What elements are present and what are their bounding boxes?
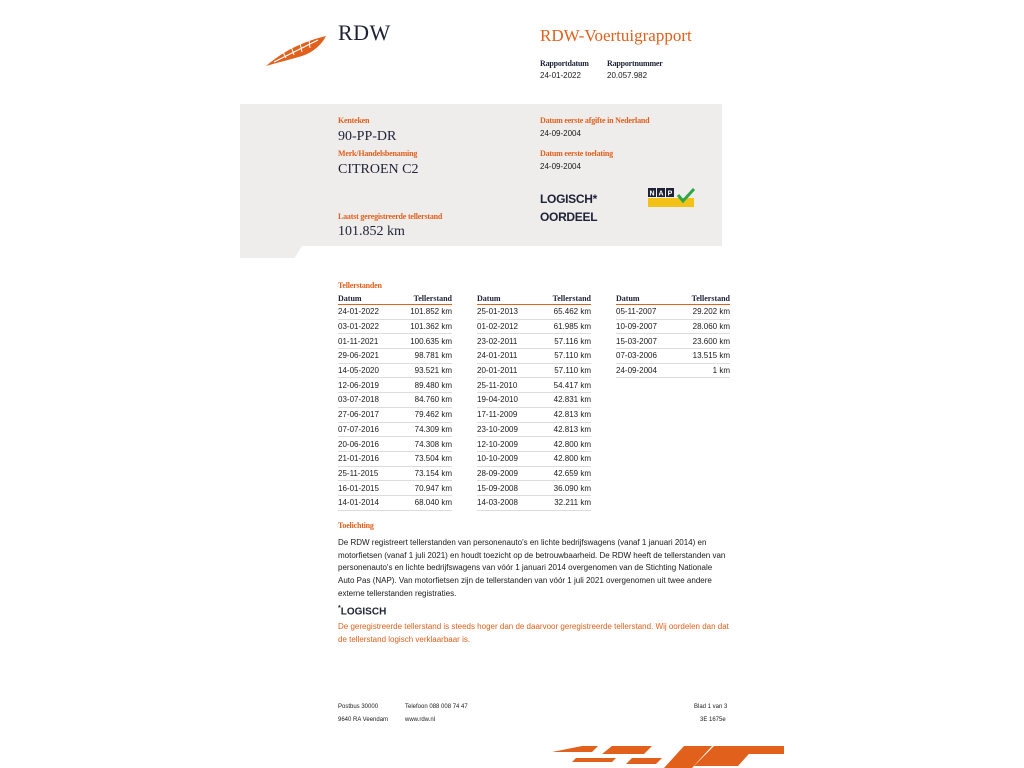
tellerstand-cell: 79.462 km <box>394 407 452 422</box>
tellerstand-cell: 42.800 km <box>536 451 591 466</box>
table-row <box>616 349 730 364</box>
datum-cell: 28-09-2009 <box>477 466 536 481</box>
table-row <box>477 495 591 510</box>
datum-cell: 10-09-2007 <box>616 319 675 334</box>
table-row <box>477 437 591 452</box>
kenteken-label: Kenteken <box>338 116 370 125</box>
kenteken-value: 90-PP-DR <box>338 129 397 144</box>
datum-cell: 03-01-2022 <box>338 319 394 334</box>
panel-tail <box>240 246 302 258</box>
table-row <box>477 466 591 481</box>
table-row <box>338 393 452 408</box>
nap-check-badge-icon <box>648 188 696 208</box>
datum-cell: 24-01-2022 <box>338 305 394 320</box>
toelichting-title: Toelichting <box>338 521 374 530</box>
tellerstand-cell: 70.947 km <box>394 481 452 496</box>
col-tellerstand-header: Tellerstand <box>675 293 730 305</box>
table-row <box>616 319 730 334</box>
tellerstand-cell: 32.211 km <box>536 495 591 510</box>
table-row <box>338 422 452 437</box>
col-tellerstand-header: Tellerstand <box>536 293 591 305</box>
logisch-oordeel-line1: LOGISCH* <box>540 192 597 206</box>
tellerstand-value: 101.852 km <box>338 224 405 239</box>
table-row <box>477 363 591 378</box>
datum-cell: 01-02-2012 <box>477 319 536 334</box>
tellerstanden-table-2 <box>477 293 591 511</box>
logisch-star: * <box>338 605 341 612</box>
table-row <box>477 451 591 466</box>
datum-cell: 23-10-2009 <box>477 422 536 437</box>
tellerstand-cell: 73.504 km <box>394 451 452 466</box>
datum-cell: 23-02-2011 <box>477 334 536 349</box>
datum-cell: 25-11-2010 <box>477 378 536 393</box>
datum-cell: 17-11-2009 <box>477 407 536 422</box>
datum-cell: 14-05-2020 <box>338 363 394 378</box>
col-datum-header: Datum <box>477 293 536 305</box>
table-row <box>338 437 452 452</box>
tellerstand-cell: 57.110 km <box>536 363 591 378</box>
eerste-toelating-label: Datum eerste toelating <box>540 149 613 158</box>
tellerstand-cell: 54.417 km <box>536 378 591 393</box>
tellerstanden-title: Tellerstanden <box>338 281 382 290</box>
footer-blad: Blad 1 van 3 <box>694 704 728 710</box>
logisch-oordeel-line2: OORDEEL <box>540 210 598 224</box>
tellerstand-cell: 65.462 km <box>536 305 591 320</box>
datum-cell: 14-01-2014 <box>338 495 394 510</box>
datum-cell: 21-01-2016 <box>338 451 394 466</box>
datum-cell: 03-07-2018 <box>338 393 394 408</box>
rapportnummer-value: 20.057.982 <box>607 71 648 80</box>
datum-cell: 24-09-2004 <box>616 363 675 378</box>
logisch-heading <box>338 605 386 617</box>
tellerstand-label: Laatst geregistreerde tellerstand <box>338 212 443 221</box>
tellerstand-cell: 74.308 km <box>394 437 452 452</box>
tellerstand-cell: 23.600 km <box>675 334 730 349</box>
footer-postbus: Postbus 30000 <box>338 704 379 710</box>
datum-cell: 01-11-2021 <box>338 334 394 349</box>
table-row <box>477 378 591 393</box>
tellerstand-cell: 42.813 km <box>536 422 591 437</box>
tellerstand-cell: 89.480 km <box>394 378 452 393</box>
footer-website[interactable]: www.rdw.nl <box>405 717 436 723</box>
datum-cell: 15-03-2007 <box>616 334 675 349</box>
datum-cell: 12-06-2019 <box>338 378 394 393</box>
col-datum-header: Datum <box>338 293 394 305</box>
rdw-feather-logo-icon <box>264 34 330 68</box>
datum-cell: 27-06-2017 <box>338 407 394 422</box>
table-row <box>338 407 452 422</box>
tellerstanden-table-1 <box>338 293 452 511</box>
tellerstand-cell: 28.060 km <box>675 319 730 334</box>
rapportdatum-value: 24-01-2022 <box>540 71 581 80</box>
tellerstand-cell: 1 km <box>675 363 730 378</box>
datum-cell: 20-06-2016 <box>338 437 394 452</box>
table-row <box>338 363 452 378</box>
table-row <box>338 466 452 481</box>
datum-cell: 07-03-2006 <box>616 349 675 364</box>
tellerstand-cell: 93.521 km <box>394 363 452 378</box>
table-row <box>477 349 591 364</box>
nap-letter-a: A <box>658 190 664 198</box>
footer-code: 3E 1675e <box>700 717 726 723</box>
datum-cell: 14-03-2008 <box>477 495 536 510</box>
tellerstand-cell: 61.985 km <box>536 319 591 334</box>
table-row <box>477 407 591 422</box>
tellerstand-cell: 101.852 km <box>394 305 452 320</box>
table-row <box>338 451 452 466</box>
rapportdatum-label: Rapportdatum <box>540 59 589 68</box>
table-row <box>477 422 591 437</box>
tellerstand-cell: 42.659 km <box>536 466 591 481</box>
table-row <box>338 481 452 496</box>
table-row <box>616 334 730 349</box>
tellerstand-cell: 13.515 km <box>675 349 730 364</box>
nap-letter-p: P <box>667 190 673 198</box>
tellerstand-cell: 68.040 km <box>394 495 452 510</box>
col-tellerstand-header: Tellerstand <box>394 293 452 305</box>
datum-cell: 25-01-2013 <box>477 305 536 320</box>
tellerstand-cell: 42.813 km <box>536 407 591 422</box>
datum-cell: 29-06-2021 <box>338 349 394 364</box>
report-title: RDW-Voertuigrapport <box>540 26 692 45</box>
eerste-toelating-value: 24-09-2004 <box>540 162 581 171</box>
datum-cell: 12-10-2009 <box>477 437 536 452</box>
datum-cell: 19-04-2010 <box>477 393 536 408</box>
table-row <box>477 319 591 334</box>
tellerstand-cell: 42.831 km <box>536 393 591 408</box>
table-row <box>477 393 591 408</box>
table-row <box>338 349 452 364</box>
toelichting-text: De RDW registreert tellerstanden van personenauto's en lichte bedrijfswagens (vanaf 1 januari 2014) en motorfietsen (vanaf 1 juli 2021) en houdt toezicht op de betrouwbaarheid. De RDW heeft de tellerstanden van personenauto's en lichte bedrijfswagens van vóór 1 januari 2014 overgenomen van de Stichting Nationale Auto Pas (NAP). Van motorfietsen zijn de tellerstanden van vóór 1 juli 2021 overgenomen uit twee andere externe tellerstanden registraties. <box>338 538 726 598</box>
datum-cell: 07-07-2016 <box>338 422 394 437</box>
tellerstand-cell: 73.154 km <box>394 466 452 481</box>
footer-plaats: 9640 RA Veendam <box>338 717 389 723</box>
table-row <box>338 319 452 334</box>
datum-cell: 24-01-2011 <box>477 349 536 364</box>
datum-cell: 25-11-2015 <box>338 466 394 481</box>
tellerstand-cell: 36.090 km <box>536 481 591 496</box>
tellerstand-cell: 57.116 km <box>536 334 591 349</box>
datum-cell: 05-11-2007 <box>616 305 675 320</box>
tellerstand-cell: 100.635 km <box>394 334 452 349</box>
merk-label: Merk/Handelsbenaming <box>338 149 418 158</box>
logo-text: RDW <box>338 20 391 45</box>
col-datum-header: Datum <box>616 293 675 305</box>
tellerstand-cell: 84.760 km <box>394 393 452 408</box>
tellerstand-cell: 101.362 km <box>394 319 452 334</box>
tellerstand-cell: 29.202 km <box>675 305 730 320</box>
tellerstand-cell: 57.110 km <box>536 349 591 364</box>
logisch-explanation: De geregistreerde tellerstand is steeds hoger dan de daarvoor geregistreerde tellerstand. Wij oordelen dan dat de tellerstand logisch verklaarbaar is. <box>338 622 729 644</box>
vehicle-info-panel <box>240 104 722 246</box>
eerste-afgifte-label: Datum eerste afgifte in Nederland <box>540 116 650 125</box>
table-row <box>338 495 452 510</box>
table-row <box>477 334 591 349</box>
eerste-afgifte-value: 24-09-2004 <box>540 129 581 138</box>
table-row <box>477 305 591 320</box>
datum-cell: 10-10-2009 <box>477 451 536 466</box>
table-row <box>477 481 591 496</box>
table-row <box>338 334 452 349</box>
tellerstand-cell: 98.781 km <box>394 349 452 364</box>
datum-cell: 16-01-2015 <box>338 481 394 496</box>
rapportnummer-label: Rapportnummer <box>607 59 663 68</box>
footer-telefoon: Telefoon 088 008 74 47 <box>405 704 468 710</box>
logisch-oordeel <box>540 190 597 226</box>
nap-letter-n: N <box>649 190 655 198</box>
tellerstand-cell: 74.309 km <box>394 422 452 437</box>
table-row <box>338 378 452 393</box>
table-row <box>616 363 730 378</box>
merk-value: CITROEN C2 <box>338 162 419 177</box>
tellerstand-cell: 42.800 km <box>536 437 591 452</box>
logisch-label: LOGISCH <box>340 606 387 618</box>
table-row <box>616 305 730 320</box>
table-row <box>338 305 452 320</box>
datum-cell: 20-01-2011 <box>477 363 536 378</box>
datum-cell: 15-09-2008 <box>477 481 536 496</box>
footer-stripes-graphic-icon <box>552 744 784 768</box>
tellerstanden-table-3 <box>616 293 730 378</box>
